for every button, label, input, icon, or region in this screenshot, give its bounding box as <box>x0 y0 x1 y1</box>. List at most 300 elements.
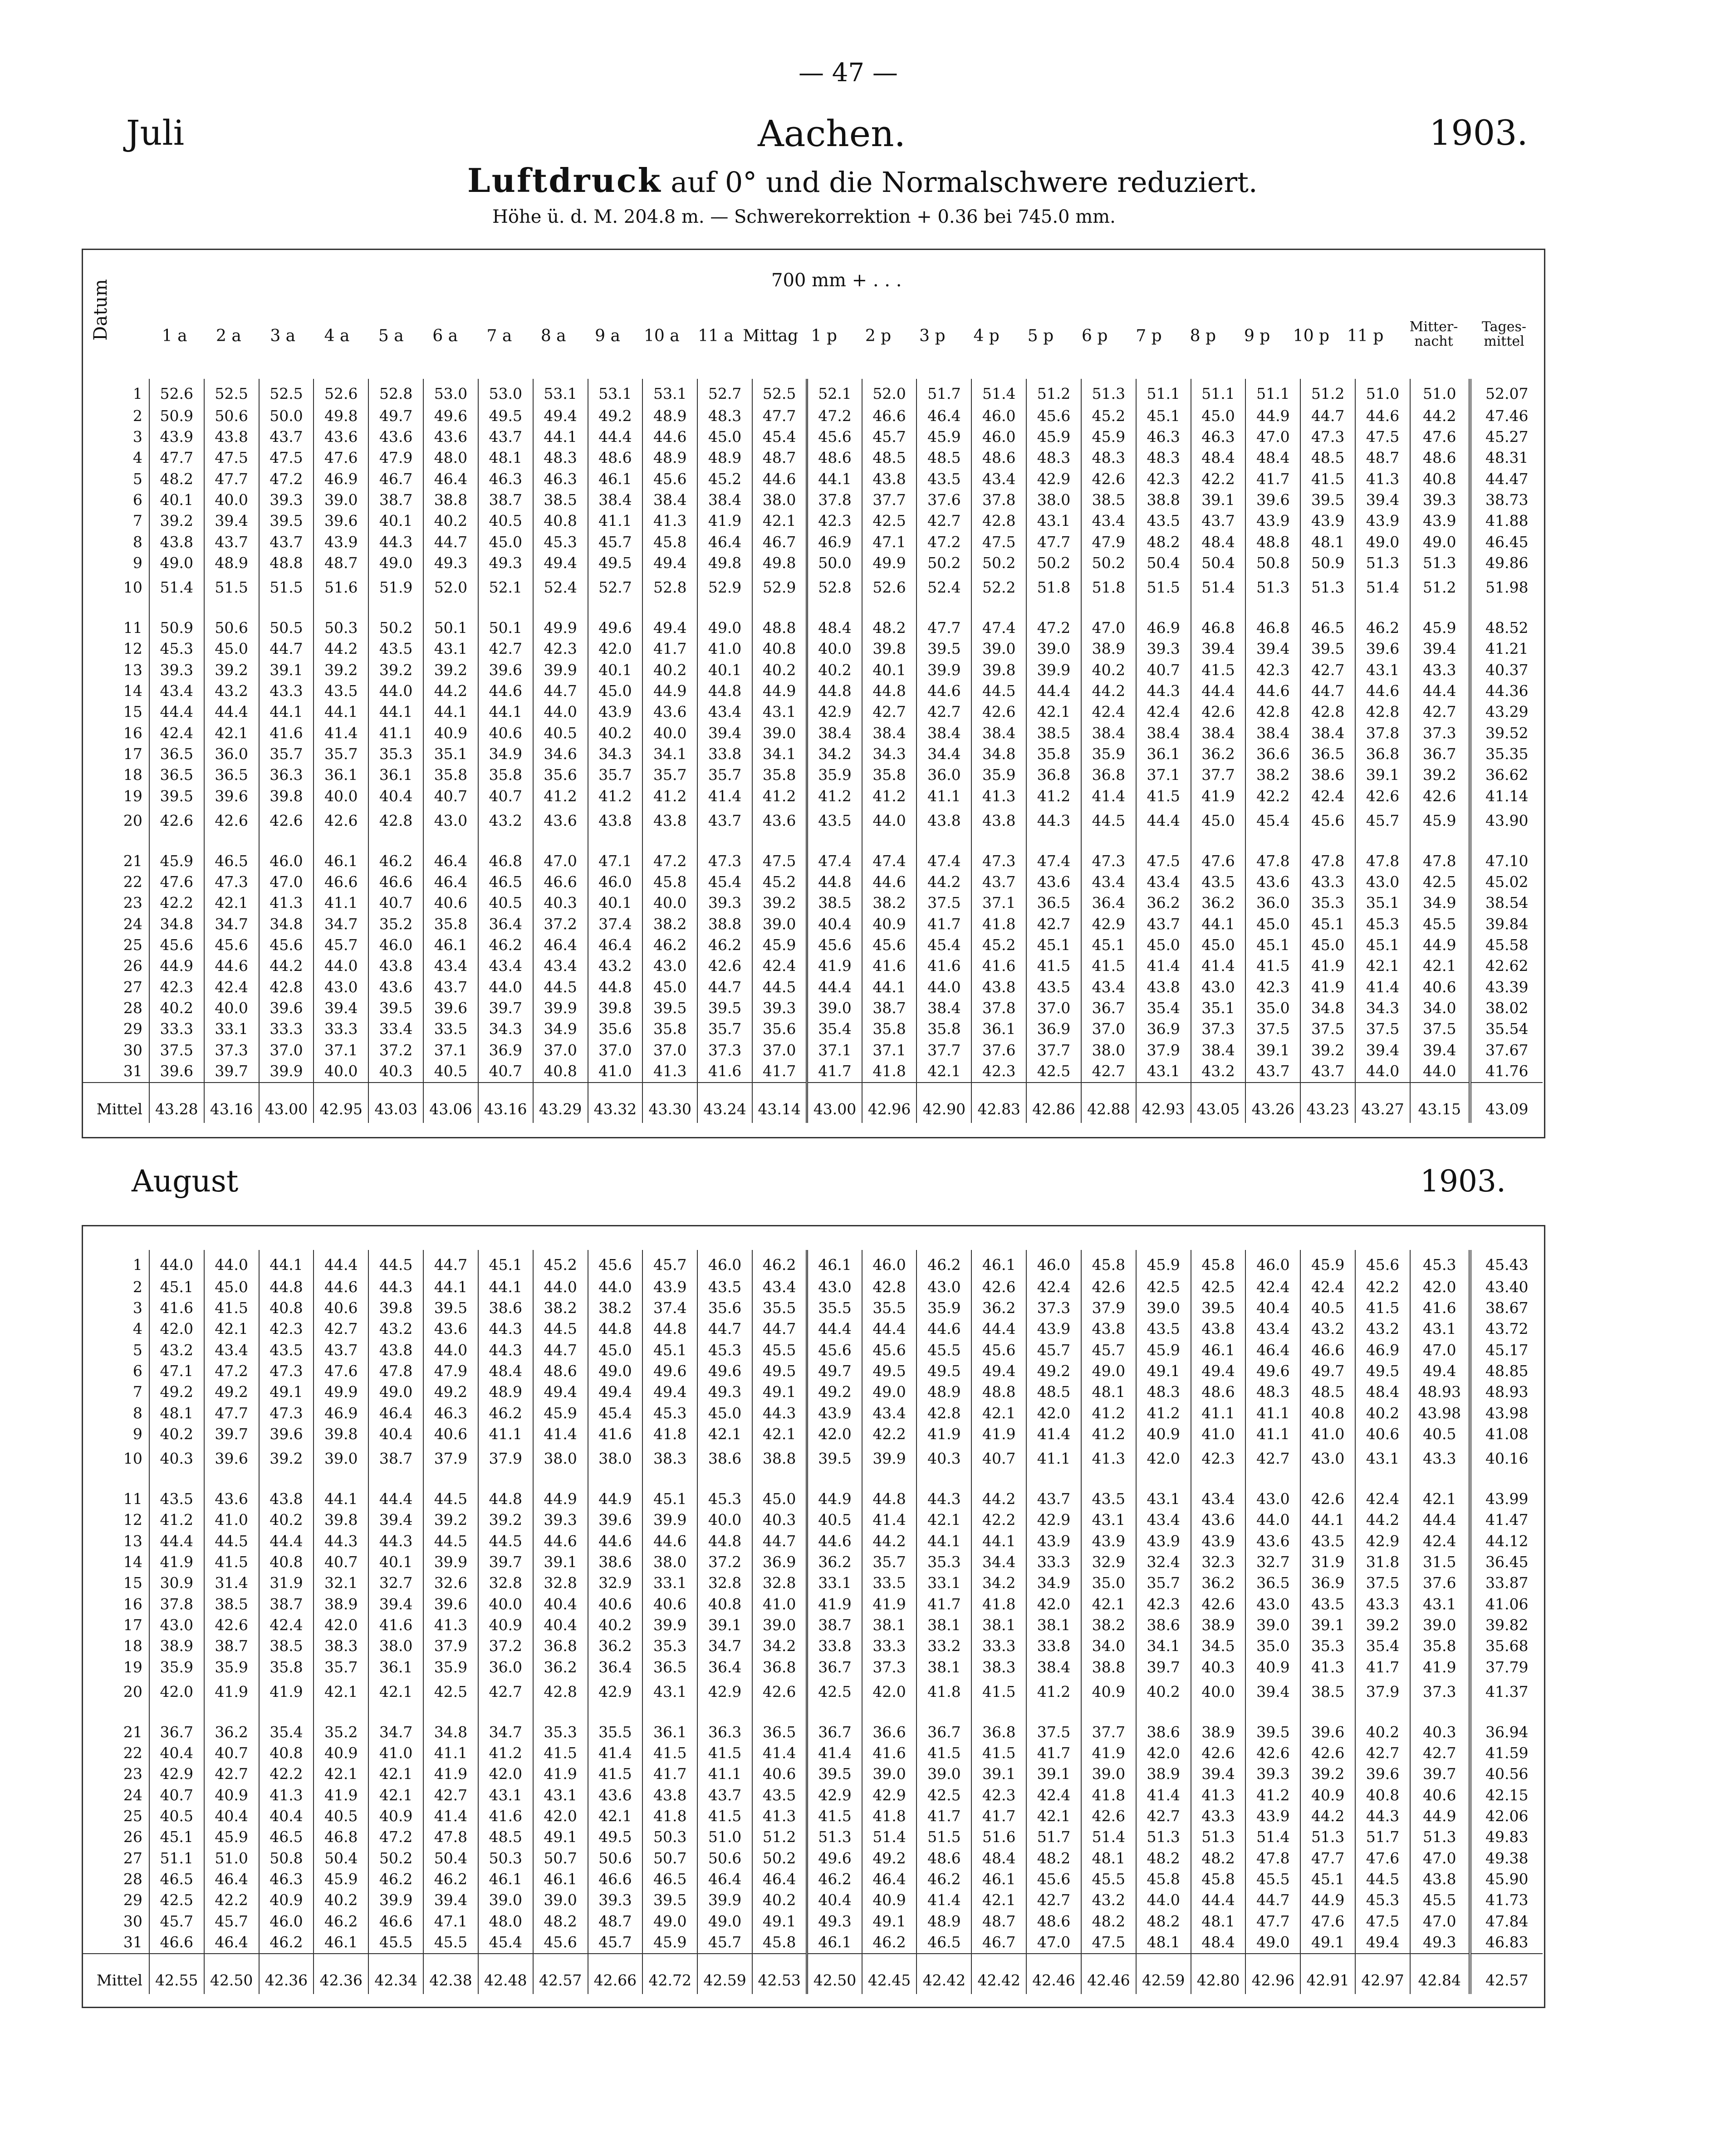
pressure-cell: 41.8 <box>642 1424 697 1445</box>
pressure-cell: 44.7 <box>1300 681 1355 701</box>
pressure-cell: 44.5 <box>423 1488 478 1509</box>
pressure-cell: 36.9 <box>1026 1019 1081 1039</box>
pressure-cell: 44.2 <box>1355 1509 1410 1530</box>
pressure-cell: 43.0 <box>423 807 478 850</box>
day-row <box>83 1061 1543 1083</box>
pressure-cell: 41.0 <box>204 1509 259 1530</box>
pressure-cell: 34.7 <box>204 913 259 934</box>
pressure-cell: 49.0 <box>368 553 423 573</box>
pressure-cell: 41.7 <box>916 1806 971 1827</box>
pressure-cell: 44.8 <box>588 1318 643 1339</box>
pressure-cell: 42.7 <box>423 1784 478 1805</box>
pressure-cell: 38.5 <box>204 1593 259 1614</box>
pressure-cell: 37.0 <box>588 1039 643 1060</box>
pressure-cell: 47.4 <box>807 850 862 871</box>
pressure-cell: 35.4 <box>1136 998 1191 1019</box>
pressure-cell: 46.2 <box>697 935 752 956</box>
day-row <box>83 1339 1543 1360</box>
pressure-cell: 39.2 <box>478 1509 533 1530</box>
pressure-cell: 37.8 <box>1355 722 1410 743</box>
pressure-cell: 41.5 <box>533 1742 588 1763</box>
pressure-cell: 38.4 <box>1026 1656 1081 1677</box>
pressure-cell: 39.3 <box>149 659 204 680</box>
pressure-cell: 42.4 <box>259 1615 314 1636</box>
pressure-cell: 39.0 <box>752 1615 807 1636</box>
pressure-cell: 44.3 <box>478 1318 533 1339</box>
pressure-cell: 47.5 <box>1355 1911 1410 1931</box>
pressure-cell: 42.3 <box>1136 468 1191 489</box>
pressure-cell: 36.6 <box>862 1721 917 1742</box>
pressure-cell: 39.0 <box>1410 1615 1470 1636</box>
pressure-cell: 39.0 <box>862 1764 917 1784</box>
pressure-cell: 42.6 <box>204 1615 259 1636</box>
hour-header: 8 a <box>540 327 566 345</box>
pressure-cell: 44.6 <box>916 681 971 701</box>
pressure-cell: 46.7 <box>368 468 423 489</box>
pressure-cell: 48.8 <box>1245 531 1300 552</box>
pressure-cell: 51.3 <box>1245 573 1300 617</box>
pressure-cell: 39.3 <box>533 1509 588 1530</box>
pressure-cell: 32.8 <box>478 1573 533 1593</box>
pressure-cell: 47.3 <box>259 1361 314 1382</box>
tagesmittel-header: Tages- mittel <box>1481 319 1527 349</box>
pressure-cell: 46.1 <box>971 1869 1026 1890</box>
hour-header: 11 p <box>1347 327 1384 345</box>
pressure-cell: 44.8 <box>697 681 752 701</box>
pressure-cell: 43.5 <box>149 1488 204 1509</box>
pressure-cell: 42.0 <box>1136 1445 1191 1488</box>
pressure-cell: 43.7 <box>1136 913 1191 934</box>
pressure-cell: 33.8 <box>697 744 752 764</box>
pressure-cell: 44.2 <box>1410 405 1470 426</box>
pressure-cell: 39.0 <box>314 1445 368 1488</box>
pressure-cell: 40.4 <box>533 1615 588 1636</box>
day-row <box>83 1847 1543 1868</box>
pressure-cell: 43.2 <box>478 807 533 850</box>
pressure-cell: 40.6 <box>423 1424 478 1445</box>
pressure-cell: 44.4 <box>314 1250 368 1276</box>
pressure-cell: 44.7 <box>697 976 752 997</box>
pressure-cell: 36.0 <box>1245 892 1300 913</box>
pressure-cell: 35.4 <box>807 1019 862 1039</box>
pressure-cell: 42.0 <box>1026 1402 1081 1423</box>
pressure-cell: 49.0 <box>1245 1932 1300 1954</box>
pressure-cell: 39.1 <box>697 1615 752 1636</box>
pressure-cell: 42.1 <box>1410 956 1470 976</box>
pressure-cell: 35.7 <box>259 744 314 764</box>
pressure-cell: 35.8 <box>862 1019 917 1039</box>
pressure-cell: 48.3 <box>533 447 588 468</box>
pressure-cell: 34.0 <box>1410 998 1470 1019</box>
pressure-cell: 47.5 <box>1081 1932 1136 1954</box>
pressure-cell: 40.5 <box>478 510 533 531</box>
pressure-cell: 43.6 <box>533 807 588 850</box>
pressure-cell: 38.2 <box>642 913 697 934</box>
pressure-cell: 43.5 <box>259 1339 314 1360</box>
pressure-cell: 46.6 <box>368 1911 423 1931</box>
pressure-cell: 42.3 <box>971 1061 1026 1083</box>
pressure-cell: 34.8 <box>1300 998 1355 1019</box>
pressure-cell: 43.8 <box>971 976 1026 997</box>
day-row <box>83 1019 1543 1039</box>
pressure-cell: 52.2 <box>971 573 1026 617</box>
year-label-august: 1903. <box>1420 1164 1506 1199</box>
pressure-cell: 36.5 <box>149 764 204 785</box>
hour-header: 9 a <box>595 327 620 345</box>
pressure-cell: 38.2 <box>862 892 917 913</box>
pressure-cell: 52.6 <box>149 379 204 405</box>
pressure-cell: 47.1 <box>149 1361 204 1382</box>
pressure-cell: 39.5 <box>259 510 314 531</box>
daily-mean-cell: 38.73 <box>1470 490 1543 510</box>
pressure-cell: 49.9 <box>533 617 588 638</box>
pressure-cell: 35.8 <box>1026 744 1081 764</box>
pressure-cell: 47.3 <box>259 1402 314 1423</box>
pressure-cell: 41.1 <box>1245 1402 1300 1423</box>
pressure-cell: 46.8 <box>478 850 533 871</box>
pressure-cell: 48.2 <box>533 1911 588 1931</box>
pressure-cell: 47.6 <box>314 1361 368 1382</box>
pressure-cell: 37.5 <box>1026 1721 1081 1742</box>
pressure-cell: 33.2 <box>916 1636 971 1656</box>
pressure-cell: 44.4 <box>862 1318 917 1339</box>
pressure-cell: 45.1 <box>1300 913 1355 934</box>
pressure-cell: 39.9 <box>1026 659 1081 680</box>
pressure-cell: 45.0 <box>1191 405 1246 426</box>
pressure-cell: 44.3 <box>368 1276 423 1297</box>
pressure-cell: 39.6 <box>423 998 478 1019</box>
date-cell: 9 <box>132 1425 142 1443</box>
pressure-cell: 44.7 <box>752 1530 807 1551</box>
pressure-cell: 45.6 <box>862 935 917 956</box>
pressure-cell: 47.8 <box>368 1361 423 1382</box>
pressure-cell: 39.8 <box>368 1298 423 1318</box>
daily-mean-cell: 43.40 <box>1470 1276 1543 1297</box>
pressure-cell: 32.1 <box>314 1573 368 1593</box>
day-row <box>83 1911 1543 1931</box>
pressure-cell: 39.3 <box>1410 490 1470 510</box>
date-cell: 5 <box>132 1341 142 1359</box>
pressure-cell: 44.6 <box>642 426 697 447</box>
pressure-cell: 39.1 <box>1355 764 1410 785</box>
pressure-cell: 41.9 <box>204 1678 259 1721</box>
pressure-cell: 50.6 <box>588 1847 643 1868</box>
pressure-cell: 41.3 <box>259 1784 314 1805</box>
pressure-cell: 36.4 <box>1081 892 1136 913</box>
pressure-cell: 42.5 <box>423 1678 478 1721</box>
pressure-cell: 43.16 <box>204 1083 259 1123</box>
pressure-cell: 51.4 <box>1245 1827 1300 1847</box>
pressure-cell: 49.4 <box>1410 1361 1470 1382</box>
pressure-cell: 47.0 <box>1410 1911 1470 1931</box>
pressure-cell: 38.4 <box>697 490 752 510</box>
pressure-cell: 42.4 <box>1300 1276 1355 1297</box>
pressure-cell: 48.2 <box>1136 531 1191 552</box>
pressure-cell: 41.9 <box>1300 976 1355 997</box>
pressure-cell: 45.9 <box>916 426 971 447</box>
pressure-cell: 44.8 <box>697 1530 752 1551</box>
pressure-cell: 47.2 <box>916 531 971 552</box>
pressure-cell: 51.1 <box>1191 379 1246 405</box>
pressure-cell: 41.1 <box>478 1424 533 1445</box>
day-row <box>83 1636 1543 1656</box>
pressure-cell: 43.8 <box>1136 976 1191 997</box>
pressure-cell: 45.8 <box>752 1932 807 1954</box>
pressure-cell: 47.2 <box>1026 617 1081 638</box>
pressure-cell: 36.2 <box>807 1552 862 1573</box>
pressure-cell: 44.4 <box>588 426 643 447</box>
pressure-cell: 41.2 <box>533 785 588 806</box>
pressure-cell: 42.5 <box>916 1784 971 1805</box>
pressure-cell: 45.0 <box>1191 935 1246 956</box>
pressure-cell: 41.6 <box>259 722 314 743</box>
pressure-cell: 48.1 <box>478 447 533 468</box>
pressure-cell: 43.4 <box>752 1276 807 1297</box>
pressure-cell: 47.2 <box>807 405 862 426</box>
pressure-cell: 44.6 <box>642 1530 697 1551</box>
pressure-cell: 37.0 <box>1026 998 1081 1019</box>
pressure-cell: 43.1 <box>1355 1445 1410 1488</box>
pressure-cell: 37.4 <box>588 913 643 934</box>
pressure-cell: 44.4 <box>807 1318 862 1339</box>
pressure-cell: 43.1 <box>1026 510 1081 531</box>
pressure-cell: 42.4 <box>1355 1488 1410 1509</box>
pressure-cell: 44.7 <box>423 1250 478 1276</box>
date-cell: 14 <box>123 1553 142 1571</box>
date-cell: 25 <box>123 936 142 954</box>
pressure-cell: 50.2 <box>971 553 1026 573</box>
pressure-cell: 42.50 <box>807 1954 862 1994</box>
pressure-cell: 51.6 <box>971 1827 1026 1847</box>
date-cell: 7 <box>132 512 142 530</box>
pressure-cell: 44.5 <box>752 976 807 997</box>
date-cell: 31 <box>123 1933 142 1951</box>
pressure-cell: 49.5 <box>862 1361 917 1382</box>
pressure-cell: 42.66 <box>588 1954 643 1994</box>
pressure-cell: 52.8 <box>807 573 862 617</box>
pressure-cell: 47.3 <box>1300 426 1355 447</box>
pressure-cell: 44.8 <box>642 1318 697 1339</box>
day-row <box>83 617 1543 638</box>
pressure-cell: 46.3 <box>1136 426 1191 447</box>
pressure-cell: 42.6 <box>752 1678 807 1721</box>
pressure-cell: 41.3 <box>1355 468 1410 489</box>
pressure-cell: 39.1 <box>533 1552 588 1573</box>
pressure-cell: 43.5 <box>1191 871 1246 892</box>
day-row <box>83 892 1543 913</box>
pressure-cell: 49.4 <box>642 1382 697 1402</box>
pressure-cell: 38.4 <box>588 490 643 510</box>
pressure-cell: 43.1 <box>1136 1061 1191 1083</box>
daily-mean-cell: 36.62 <box>1470 764 1543 785</box>
pressure-cell: 39.6 <box>204 785 259 806</box>
pressure-cell: 37.1 <box>971 892 1026 913</box>
pressure-cell: 40.2 <box>423 510 478 531</box>
date-cell: 30 <box>123 1041 142 1059</box>
pressure-cell: 38.2 <box>1081 1615 1136 1636</box>
pressure-cell: 45.7 <box>588 531 643 552</box>
pressure-cell: 45.9 <box>1410 617 1470 638</box>
pressure-cell: 52.1 <box>478 573 533 617</box>
pressure-cell: 39.9 <box>533 659 588 680</box>
pressure-cell: 35.7 <box>588 764 643 785</box>
pressure-cell: 39.0 <box>533 1890 588 1911</box>
pressure-cell: 45.1 <box>1300 1869 1355 1890</box>
pressure-cell: 41.1 <box>1026 1445 1081 1488</box>
pressure-cell: 38.1 <box>916 1615 971 1636</box>
pressure-cell: 40.9 <box>1245 1656 1300 1677</box>
pressure-cell: 37.5 <box>1410 1019 1470 1039</box>
pressure-cell: 39.3 <box>697 892 752 913</box>
pressure-cell: 47.8 <box>1300 850 1355 871</box>
pressure-cell: 45.0 <box>752 1488 807 1509</box>
pressure-cell: 41.0 <box>1300 1424 1355 1445</box>
pressure-cell: 39.3 <box>259 490 314 510</box>
date-cell: 16 <box>123 1595 142 1613</box>
pressure-cell: 43.24 <box>697 1083 752 1123</box>
pressure-cell: 43.27 <box>1355 1083 1410 1123</box>
pressure-cell: 44.7 <box>752 1318 807 1339</box>
pressure-cell: 35.1 <box>1355 892 1410 913</box>
pressure-cell: 48.4 <box>478 1361 533 1382</box>
pressure-cell: 46.3 <box>423 1402 478 1423</box>
pressure-cell: 49.0 <box>862 1382 917 1402</box>
pressure-cell: 49.6 <box>697 1361 752 1382</box>
pressure-cell: 42.9 <box>1355 1530 1410 1551</box>
pressure-cell: 34.1 <box>752 744 807 764</box>
pressure-cell: 51.4 <box>971 379 1026 405</box>
pressure-cell: 44.8 <box>862 681 917 701</box>
pressure-cell: 41.4 <box>807 1742 862 1763</box>
pressure-cell: 41.8 <box>862 1061 917 1083</box>
pressure-cell: 34.3 <box>588 744 643 764</box>
pressure-cell: 44.5 <box>533 1318 588 1339</box>
pressure-cell: 38.6 <box>478 1298 533 1318</box>
pressure-cell: 44.6 <box>314 1276 368 1297</box>
pressure-cell: 43.5 <box>916 468 971 489</box>
pressure-cell: 42.6 <box>1191 701 1246 722</box>
day-row <box>83 1424 1543 1445</box>
pressure-cell: 41.5 <box>697 1742 752 1763</box>
pressure-cell: 44.2 <box>916 871 971 892</box>
pressure-cell: 45.3 <box>1410 1250 1470 1276</box>
pressure-cell: 48.6 <box>1191 1382 1246 1402</box>
pressure-cell: 45.0 <box>1136 935 1191 956</box>
pressure-cell: 44.4 <box>1410 1509 1470 1530</box>
day-row <box>83 1721 1543 1742</box>
hour-header: 2 a <box>216 327 241 345</box>
pressure-cell: 44.1 <box>259 701 314 722</box>
pressure-cell: 41.3 <box>971 785 1026 806</box>
pressure-cell: 52.9 <box>752 573 807 617</box>
pressure-cell: 37.0 <box>259 1039 314 1060</box>
pressure-cell: 43.8 <box>1191 1318 1246 1339</box>
pressure-cell: 43.1 <box>478 1784 533 1805</box>
pressure-cell: 34.8 <box>259 913 314 934</box>
pressure-cell: 36.0 <box>204 744 259 764</box>
pressure-cell: 41.9 <box>807 1593 862 1614</box>
day-row <box>83 1488 1543 1509</box>
pressure-cell: 41.2 <box>149 1509 204 1530</box>
pressure-cell: 45.1 <box>149 1276 204 1297</box>
pressure-cell: 40.2 <box>1081 659 1136 680</box>
pressure-cell: 45.0 <box>1300 935 1355 956</box>
pressure-cell: 43.2 <box>1355 1318 1410 1339</box>
pressure-cell: 36.7 <box>916 1721 971 1742</box>
pressure-cell: 38.0 <box>588 1445 643 1488</box>
pressure-cell: 38.7 <box>862 998 917 1019</box>
pressure-cell: 35.5 <box>862 1298 917 1318</box>
pressure-cell: 42.9 <box>862 1784 917 1805</box>
pressure-cell: 40.1 <box>588 892 643 913</box>
pressure-cell: 39.4 <box>1355 490 1410 510</box>
station-name: Aachen. <box>758 113 906 155</box>
day-row <box>83 956 1543 976</box>
pressure-cell: 42.2 <box>971 1509 1026 1530</box>
pressure-cell: 32.7 <box>368 1573 423 1593</box>
pressure-cell: 35.3 <box>916 1552 971 1573</box>
pressure-cell: 44.4 <box>971 1318 1026 1339</box>
pressure-cell: 39.5 <box>1245 1721 1300 1742</box>
pressure-cell: 46.1 <box>314 850 368 871</box>
pressure-cell: 41.6 <box>971 956 1026 976</box>
pressure-cell: 38.9 <box>149 1636 204 1656</box>
pressure-cell: 50.8 <box>1245 553 1300 573</box>
pressure-cell: 42.8 <box>1355 701 1410 722</box>
pressure-cell: 46.5 <box>1300 617 1355 638</box>
pressure-cell: 39.2 <box>1300 1764 1355 1784</box>
pressure-cell: 49.9 <box>862 553 917 573</box>
pressure-cell: 42.0 <box>149 1678 204 1721</box>
pressure-cell: 41.6 <box>149 1298 204 1318</box>
pressure-cell: 43.8 <box>368 1339 423 1360</box>
pressure-cell: 43.5 <box>368 638 423 659</box>
pressure-cell: 48.5 <box>1026 1382 1081 1402</box>
pressure-cell: 40.9 <box>1081 1678 1136 1721</box>
mean-row <box>83 1083 1543 1123</box>
pressure-cell: 41.2 <box>752 785 807 806</box>
day-row <box>83 935 1543 956</box>
pressure-cell: 46.4 <box>916 405 971 426</box>
date-cell: 26 <box>123 1828 142 1846</box>
pressure-cell: 45.6 <box>971 1339 1026 1360</box>
pressure-cell: 42.90 <box>916 1083 971 1123</box>
pressure-cell: 45.9 <box>149 850 204 871</box>
hour-header: 5 a <box>378 327 404 345</box>
pressure-cell: 41.1 <box>1191 1402 1246 1423</box>
pressure-cell: 47.5 <box>259 447 314 468</box>
pressure-cell: 41.9 <box>807 956 862 976</box>
pressure-cell: 42.2 <box>1355 1276 1410 1297</box>
pressure-cell: 39.9 <box>862 1445 917 1488</box>
pressure-cell: 42.9 <box>149 1764 204 1784</box>
pressure-cell: 38.8 <box>697 913 752 934</box>
pressure-cell: 50.3 <box>642 1827 697 1847</box>
pressure-cell: 44.4 <box>1410 681 1470 701</box>
pressure-cell: 43.7 <box>697 1784 752 1805</box>
pressure-cell: 43.7 <box>1245 1061 1300 1083</box>
hour-header: 5 p <box>1027 327 1054 345</box>
pressure-cell: 39.2 <box>423 1509 478 1530</box>
pressure-cell: 40.6 <box>1410 976 1470 997</box>
pressure-cell: 44.9 <box>1410 1806 1470 1827</box>
pressure-cell: 44.0 <box>533 1276 588 1297</box>
pressure-cell: 44.0 <box>1245 1509 1300 1530</box>
pressure-cell: 51.3 <box>1300 1827 1355 1847</box>
pressure-cell: 43.00 <box>807 1083 862 1123</box>
pressure-cell: 52.4 <box>916 573 971 617</box>
pressure-cell: 45.7 <box>204 1911 259 1931</box>
